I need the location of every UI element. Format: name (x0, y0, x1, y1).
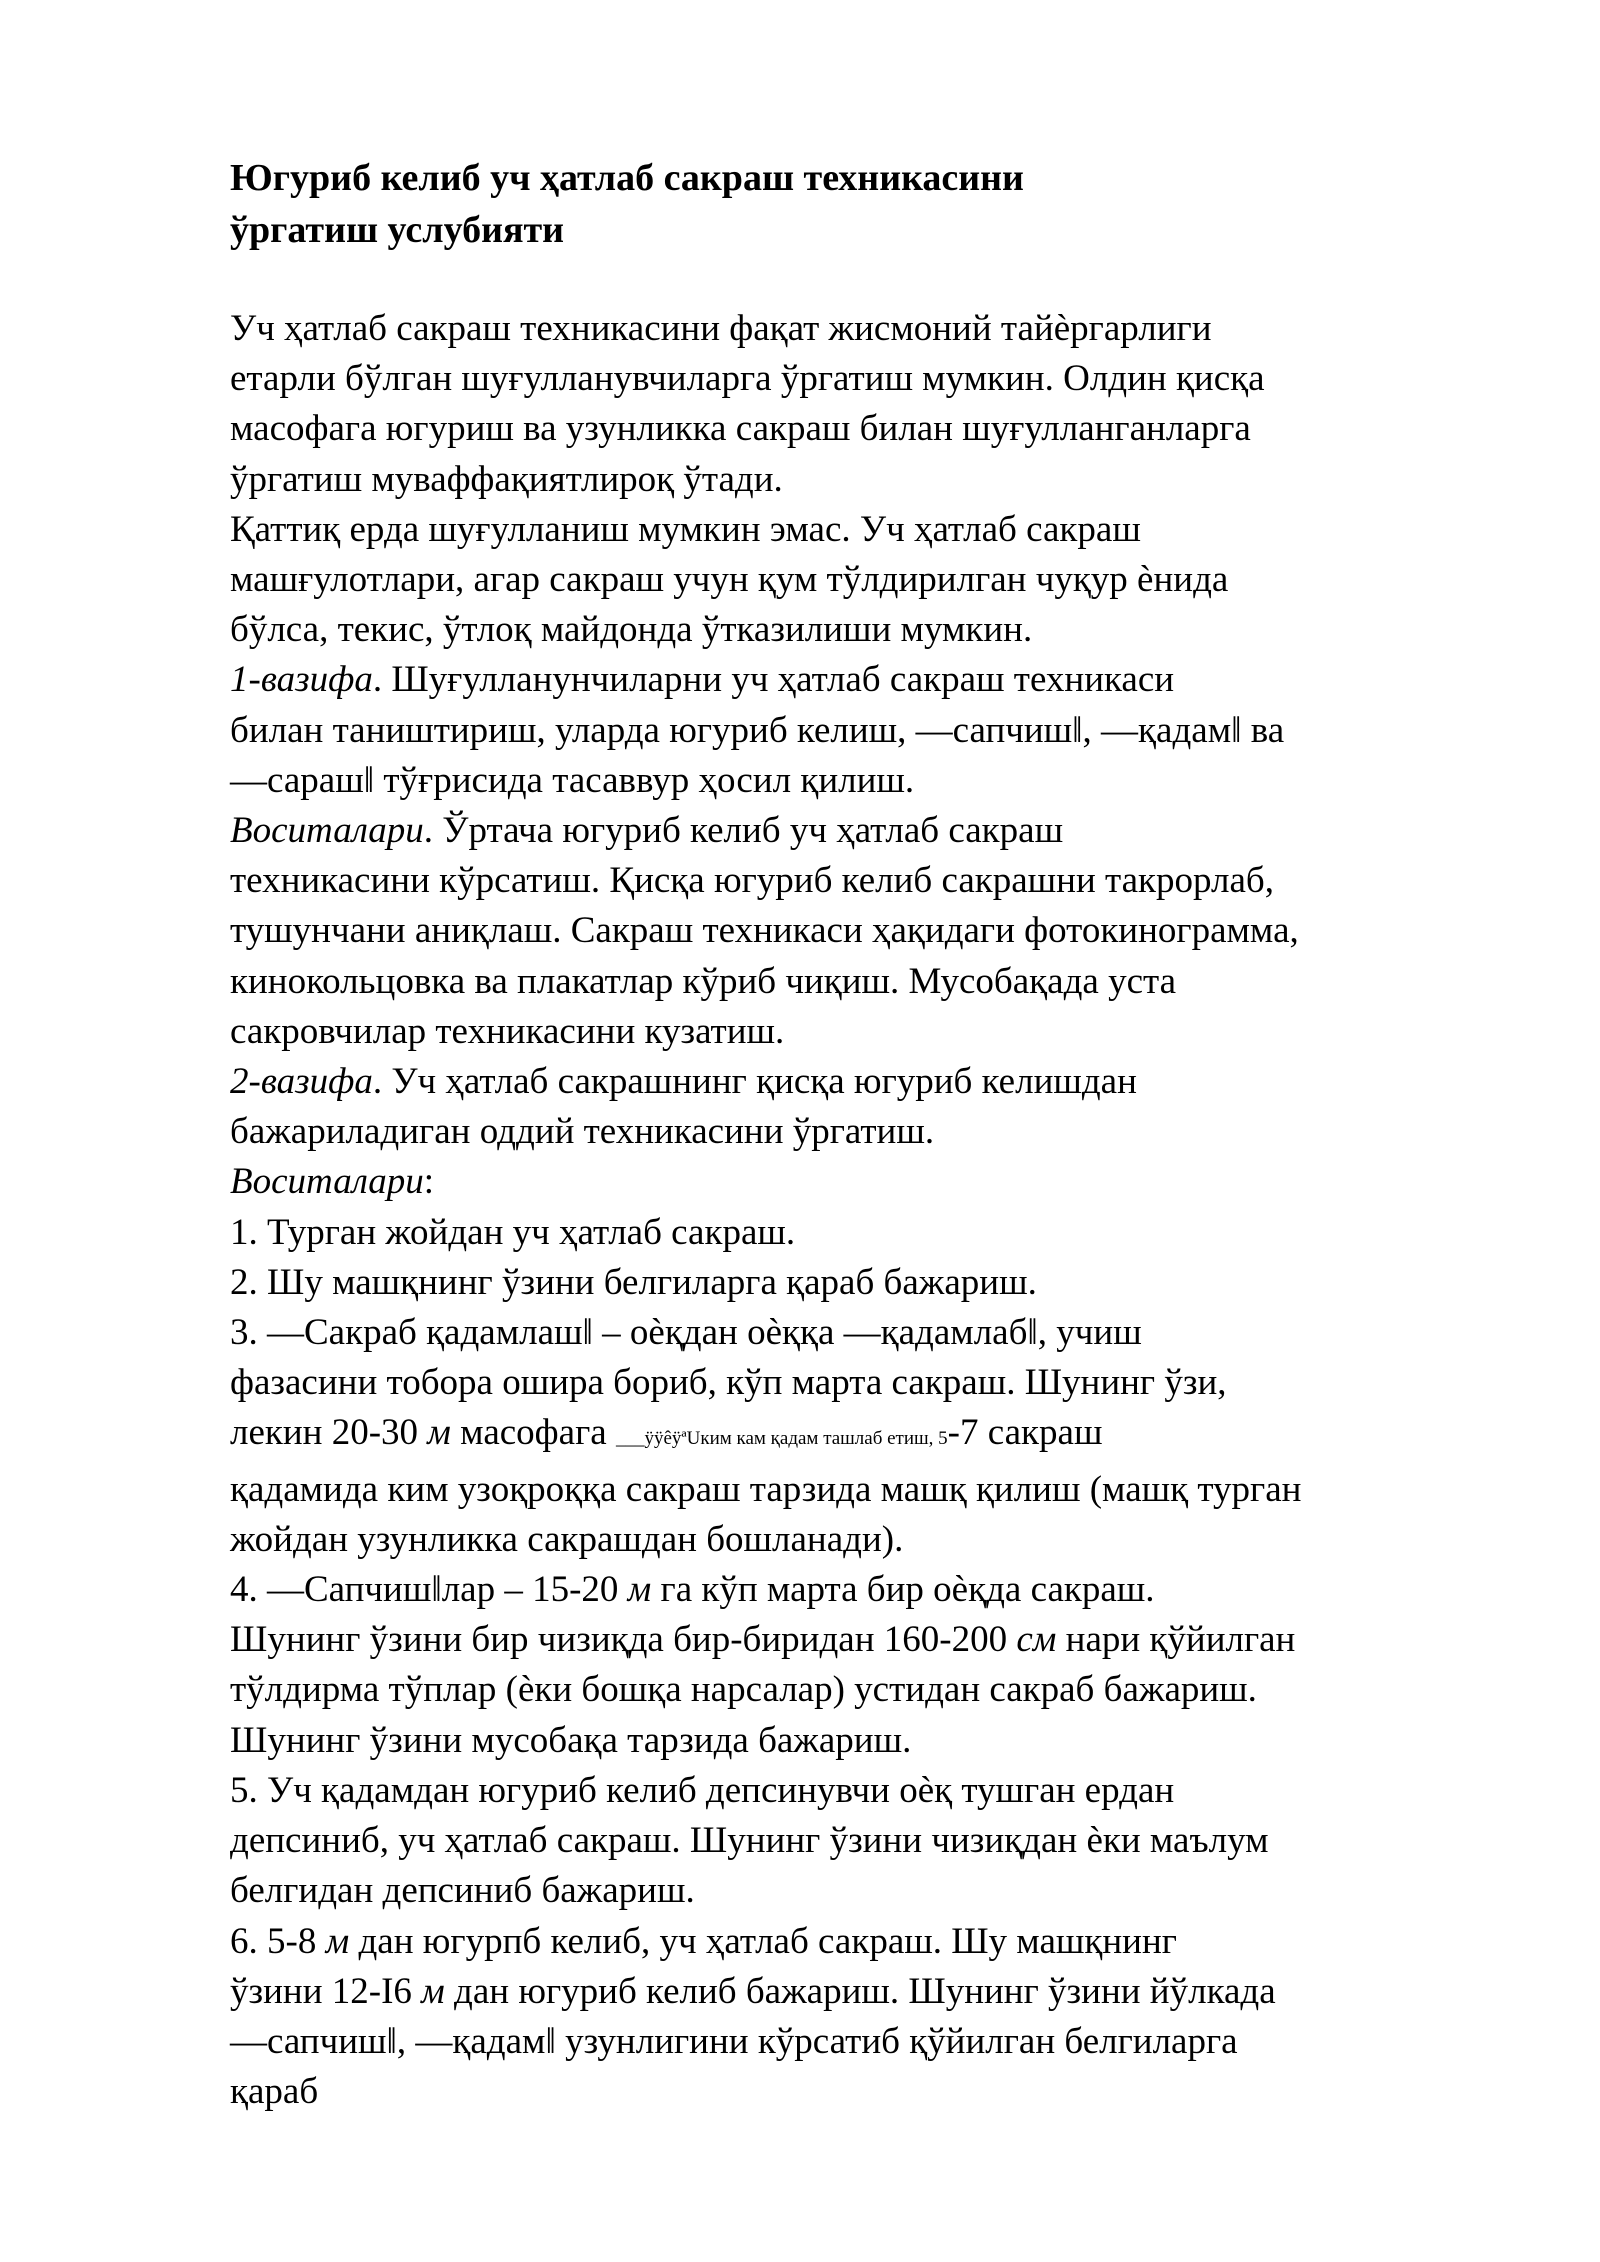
line-text: -7 сакраш (947, 1412, 1103, 1454)
line-text: ўзини 12-I6 (230, 1970, 422, 2012)
text-line (230, 1917, 1500, 1967)
line-text: лекин 20-30 (230, 1412, 428, 1454)
text-line (230, 1358, 1500, 1408)
line-text: 2. Шу машқнинг ўзини белгиларга қараб бажариш. (230, 1261, 1037, 1303)
line-text: Шунинг ўзини бир чизиқда бир-биридан 160-200 (230, 1619, 1017, 1661)
document-title (230, 152, 1430, 256)
line-text: тўлдирма тўплар (ѐки бошқа нарсалар) устидан сакраб бажариш. (230, 1669, 1257, 1711)
line-text: Қаттиқ ерда шуғулланиш мумкин эмас. Уч ҳатлаб сакраш (230, 508, 1141, 550)
line-text: ―сапчиш‖, ―қадам‖ узунлигини кўрсатиб қўйилган белгиларга (230, 2020, 1238, 2062)
emphasis-text: м (627, 1569, 652, 1611)
text-line (230, 1258, 1500, 1308)
text-line (230, 1716, 1500, 1766)
line-text: 4. ―Сапчиш‖лар – 15-20 (230, 1569, 628, 1611)
text-line (230, 1515, 1500, 1565)
text-line (230, 1107, 1500, 1157)
line-text: . Шуғуллaнунчиларни уч ҳатлаб сакраш техникаси (372, 659, 1175, 701)
text-line (230, 505, 1500, 555)
text-line (230, 806, 1500, 856)
text-line (230, 2017, 1500, 2067)
emphasis-text: Воситалари (230, 1161, 424, 1203)
title-line-2: ўргатиш услубияти (230, 209, 565, 251)
line-text: 3. ―Сакраб қадамлаш‖ – оѐқдан оѐққа ―қадамлаб‖, учиш (230, 1312, 1142, 1354)
line-text: сакровчилар техникасини кузатиш. (230, 1010, 785, 1052)
text-line (230, 605, 1500, 655)
line-text: белгидан депсиниб бажариш. (230, 1870, 695, 1912)
text-line (230, 1208, 1500, 1258)
line-text: : (423, 1161, 435, 1203)
line-text: депсиниб, уч ҳатлаб сакраш. Шунинг ўзини чизиқдан ѐки маълум (230, 1820, 1269, 1862)
text-line (230, 906, 1500, 956)
line-text: қадамида ким узоқроққа сакраш тарзида машқ қилиш (машқ турган (230, 1468, 1302, 1510)
line-text: дан югурпб келиб, уч ҳатлаб сакраш. Шу машқнинг (349, 1920, 1177, 1962)
line-text: га кўп марта бир оѐқда сакраш. (651, 1569, 1155, 1611)
line-text: Шунинг ўзини мусобақа тарзида бажариш. (230, 1719, 912, 1761)
text-line (230, 1665, 1500, 1715)
line-text: тушунчани аниқлаш. Сакраш техникаси ҳақидаги фотокинограмма, (230, 910, 1299, 952)
emphasis-text: 2-вазифа (230, 1061, 373, 1103)
line-text: машғулотлари, агар сакраш учун қум тўлдирилган чуқур ѐнида (230, 559, 1229, 601)
emphasis-text: м (421, 1970, 445, 2012)
line-text: Уч ҳатлаб сакраш техникасини фақат жисмоний тайѐргарлиги (230, 308, 1212, 349)
text-line (230, 706, 1500, 756)
line-text: бўлса, текис, ўтлоқ майдонда ўтказилиши мумкин. (230, 609, 1033, 651)
text-line (230, 856, 1500, 906)
emphasis-text: 1-вазифа (230, 659, 373, 701)
emphasis-text: м (325, 1920, 350, 1962)
title-line-1: Югуриб келиб уч ҳатлаб сакраш техникасини (230, 157, 1024, 199)
text-line (230, 1007, 1500, 1057)
line-text: масофага югуриш ва узунликка сакраш билан шуғулланганларга (230, 408, 1251, 450)
line-text: техникасини кўрсатиш. Қисқа югуриб келиб сакрашни такрорлаб, (230, 860, 1274, 902)
line-text: нари қўйилган (1056, 1619, 1296, 1661)
emphasis-text: Воситалари (230, 810, 424, 852)
line-text: кинокольцовка ва плакатлар кўриб чиқиш. Мусобақада уста (230, 960, 1177, 1002)
line-text: бажариладиган оддий техникасини ўргатиш. (230, 1111, 935, 1153)
line-text: масофага (450, 1412, 616, 1454)
line-text: жойдан узунликка сакрашдан бошланади). (230, 1518, 904, 1560)
line-text: . Ўртача югуриб келиб уч ҳатлаб сакраш (423, 810, 1064, 852)
line-text: ―сараш‖ тўғрисида тасаввур ҳосил қилиш. (230, 759, 915, 801)
line-text: 6. 5-8 (230, 1920, 326, 1962)
text-line (230, 756, 1500, 806)
line-text: қараб (230, 2071, 319, 2113)
text-line (230, 1157, 1500, 1207)
line-text: 5. Уч қадамдан югуриб келиб депсинувчи оѐқ тушган ердан (230, 1769, 1175, 1811)
text-line (230, 304, 1500, 354)
emphasis-text: м (427, 1412, 451, 1454)
line-text: дан югуриб келиб бажариш. Шунинг ўзини йўлкада (444, 1970, 1276, 2012)
text-line (230, 1615, 1500, 1665)
text-line (230, 1408, 1500, 1464)
text-line (230, 957, 1500, 1007)
text-line (230, 455, 1500, 505)
text-line (230, 555, 1500, 605)
text-line (230, 1465, 1500, 1515)
document-body (230, 304, 1500, 2117)
line-text: фазасини тобора ошира бориб, кўп марта сакраш. Шунинг ўзи, (230, 1362, 1227, 1404)
text-line (230, 404, 1500, 454)
text-line (230, 1766, 1500, 1816)
text-line (230, 2067, 1500, 2117)
text-line (230, 1967, 1500, 2017)
emphasis-text: см (1016, 1619, 1057, 1661)
text-line (230, 1057, 1500, 1107)
text-line (230, 655, 1500, 705)
text-line (230, 1565, 1500, 1615)
text-line (230, 1308, 1500, 1358)
line-text: . Уч ҳатлаб сакрашнинг қисқа югуриб келишдан (372, 1061, 1137, 1103)
small-text: ___ÿÿêÿªUким кам қадам ташлаб етиш, 5 (615, 1428, 948, 1450)
line-text: билан таништириш, уларда югуриб келиш, ―сапчиш‖, ―қадам‖ ва (230, 709, 1285, 751)
line-text: етарли бўлган шуғулланувчиларга ўргатиш мумкин. Олдин қисқа (230, 358, 1265, 400)
text-line (230, 1866, 1500, 1916)
text-line (230, 354, 1500, 404)
line-text: 1. Турган жойдан уч ҳатлаб сакраш. (230, 1211, 796, 1253)
line-text: ўргатиш муваффақиятлироқ ўтади. (230, 458, 783, 500)
text-line (230, 1816, 1500, 1866)
